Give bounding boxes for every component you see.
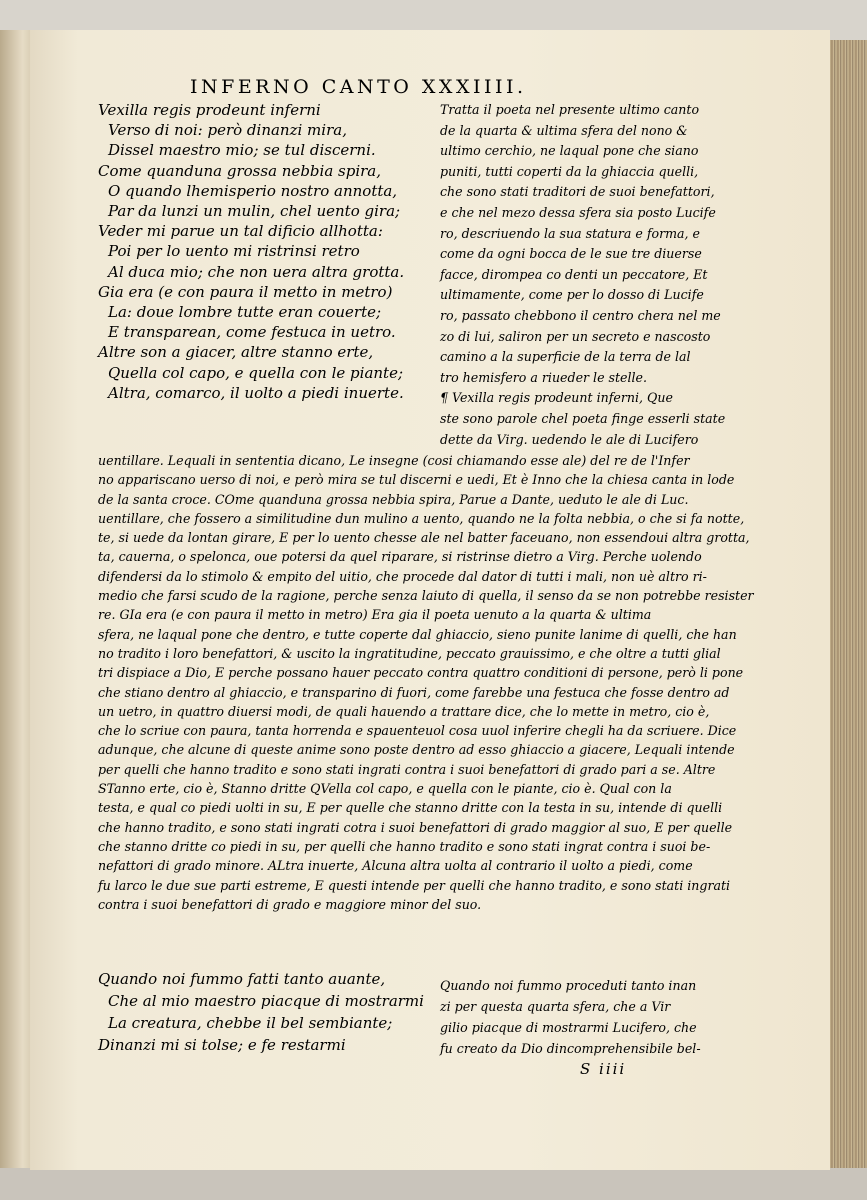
commentary-line: uentillare. Lequali in sententia dicano, Le insegne (cosi chiamando esse ale) del re de l'Infer <box>98 453 690 468</box>
signature-mark: S iiii <box>580 1060 627 1078</box>
note-line: camino a la superficie de la terra de lal <box>440 349 691 365</box>
commentary-line: ta, cauerna, o spelonca, oue potersi da quel riparare, si ristrinse dietro a Virg. Perche uolendo <box>98 549 702 565</box>
commentary-line: un uetro, in quattro diuersi modi, de quali hauendo a trattare dice, che lo mette in metro, cio è, <box>98 703 710 719</box>
note-line: Tratta il poeta nel presente ultimo canto <box>440 102 700 117</box>
note-line: puniti, tutti coperti da la ghiaccia quelli, <box>440 163 699 179</box>
verse-line: Vexilla regis prodeunt inferni <box>98 101 321 119</box>
verse-line: Veder mi parue un tal dificio allhotta: <box>98 222 383 241</box>
note-line: gilio piacque di mostrarmi Lucifero, che <box>440 1020 697 1035</box>
verse-line: Altra, comarco, il uolto a piedi inuerte. <box>108 383 404 402</box>
running-header: INFERNO CANTO XXXIIII. <box>190 76 527 98</box>
note-line: dette da Virg. uedendo le ale di Lucifero <box>440 431 699 447</box>
verse-line: Dinanzi mi si tolse; e fe restarmi <box>98 1036 346 1054</box>
commentary-line: testa, e qual co piedi uolti in su, E per quelle che stanno dritte con la testa in su, intende di quelli <box>98 800 723 816</box>
verse-line: O quando lhemisperio nostro annotta, <box>108 181 398 200</box>
note-line: ultimamente, come per lo dosso di Lucife <box>440 287 704 303</box>
verse-line: Al duca mio; che non uera altra grotta. <box>108 262 405 281</box>
verse-line: Che al mio maestro piacque di mostrarmi <box>108 992 424 1010</box>
note-line: zo di lui, saliron per un secreto e nascosto <box>440 328 711 344</box>
note-line: ultimo cerchio, ne laqual pone che siano <box>440 143 699 159</box>
commentary-line: che lo scriue con paura, tanta horrenda e spauenteuol cosa uuol inferire chegli ha da scriuere. Dice <box>98 723 737 739</box>
commentary-line: sfera, ne laqual pone che dentro, e tutte coperte dal ghiaccio, sieno punite lanime di quelli, che han <box>98 626 737 642</box>
commentary-line: de la santa croce. COme quanduna grossa nebbia spira, Parue a Dante, ueduto le ale di Luc. <box>98 491 689 507</box>
verse-line: Gia era (e con paura il metto in metro) <box>98 282 393 301</box>
note-line: facce, dirompea co denti un peccatore, Et <box>440 266 708 282</box>
verse-line: Quando noi fummo fatti tanto auante, <box>98 970 386 988</box>
verse-block-bottom <box>98 968 438 1056</box>
background-surface <box>0 1168 867 1200</box>
commentary-block <box>98 451 813 914</box>
verse-line: La: doue lombre tutte eran couerte; <box>108 303 382 322</box>
commentary-line: STanno erte, cio è, Stanno dritte QVella col capo, e quella con le piante, cio è. Qual con la <box>98 781 672 797</box>
verse-line: La creatura, chebbe il bel sembiante; <box>108 1014 393 1032</box>
note-line: ste sono parole chel poeta finge esserli state <box>440 410 726 426</box>
commentary-column-bottom <box>440 975 820 1059</box>
commentary-line: difendersi da lo stimolo & empito del uitio, che procede dal dator di tutti i mali, non uè altro ri- <box>98 568 707 584</box>
commentary-line: uentillare, che fossero a similitudine dun mulino a uento, quando ne la folta nebbia, o che si fa notte, <box>98 510 745 526</box>
commentary-line: no tradito i loro benefattori, & uscito la ingratitudine, peccato grauissimo, e che oltre a tutti glial <box>98 645 721 661</box>
commentary-line: no appariscano uerso di noi, e però mira se tul discerni e uedi, Et è Inno che la chiesa canta in lode <box>98 472 735 488</box>
verse-line: Verso di noi: però dinanzi mira, <box>108 121 347 140</box>
verse-line: E transparean, come festuca in uetro. <box>108 323 396 342</box>
note-line: ro, passato chebbono il centro chera nel me <box>440 307 721 323</box>
commentary-line: medio che farsi scudo de la ragione, perche senza laiuto di quella, il senso da se non potrebbe resister <box>98 588 754 604</box>
note-line: fu creato da Dio dincomprehensibile bel- <box>440 1041 701 1056</box>
commentary-line: che stiano dentro al ghiaccio, e transparino di fuori, come farebbe una festuca che fosse dentro ad <box>98 684 730 700</box>
commentary-line: per quelli che hanno tradito e sono stati ingrati contra i suoi benefattori di grado pari a se. Altre <box>98 761 716 777</box>
commentary-line: te, si uede da lontan girare, E per lo uento chesse ale nel batter faceuano, non essendoui altra grotta, <box>98 530 750 546</box>
verse-line: Altre son a giacer, altre stanno erte, <box>98 343 374 362</box>
note-line: Quando noi fummo proceduti tanto inan <box>440 978 697 993</box>
commentary-line: fu larco le due sue parti estreme, E questi intende per quelli che hanno tradito, e sono stati ingrati <box>98 877 731 893</box>
verse-line: Dissel maestro mio; se tul discerni. <box>108 141 376 160</box>
note-line: come da ogni bocca de le sue tre diuerse <box>440 246 702 262</box>
note-line: de la quarta & ultima sfera del nono & <box>440 122 688 138</box>
note-line: ro, descriuendo la sua statura e forma, e <box>440 225 700 241</box>
verse-line: Quella col capo, e quella con le piante; <box>108 363 404 382</box>
verse-line: Poi per lo uento mi ristrinsi retro <box>108 242 360 261</box>
commentary-line: re. GIa era (e con paura il metto in metro) Era gia il poeta uenuto a la quarta & ultima <box>98 607 652 623</box>
note-line: e che nel mezo dessa sfera sia posto Lucife <box>440 204 716 220</box>
verse-line: Come quanduna grossa nebbia spira, <box>98 161 382 180</box>
note-line: che sono stati traditori de suoi benefattori, <box>440 184 715 200</box>
note-line: ¶ Vexilla regis prodeunt inferni, Que <box>440 390 673 406</box>
commentary-line: tri dispiace a Dio, E perche possano hauer peccato contra quattro conditioni di persone, però li pone <box>98 665 744 681</box>
verse-block-top <box>98 100 438 403</box>
verse-line: Par da lunzi un mulin, chel uento gira; <box>108 202 401 221</box>
commentary-line: che stanno dritte co piedi in su, per quelli che hanno tradito e sono stati ingrat contra i suoi be- <box>98 838 711 854</box>
commentary-line: che hanno tradito, e sono stati ingrati cotra i suoi benefattori di grado maggior al suo, E per quelle <box>98 819 733 835</box>
commentary-line: nefattori di grado minore. ALtra inuerte, Alcuna altra uolta al contrario il uolto a piedi, come <box>98 858 693 874</box>
commentary-line: adunque, che alcune di queste anime sono poste dentro ad esso ghiaccio a giacere, Lequali intende <box>98 742 735 758</box>
note-line: tro hemisfero a riueder le stelle. <box>440 369 648 385</box>
commentary-column-top <box>440 100 820 450</box>
note-line: zi per questa quarta sfera, che a Vir <box>440 999 671 1014</box>
commentary-line: contra i suoi benefattori di grado e maggiore minor del suo. <box>98 896 482 912</box>
